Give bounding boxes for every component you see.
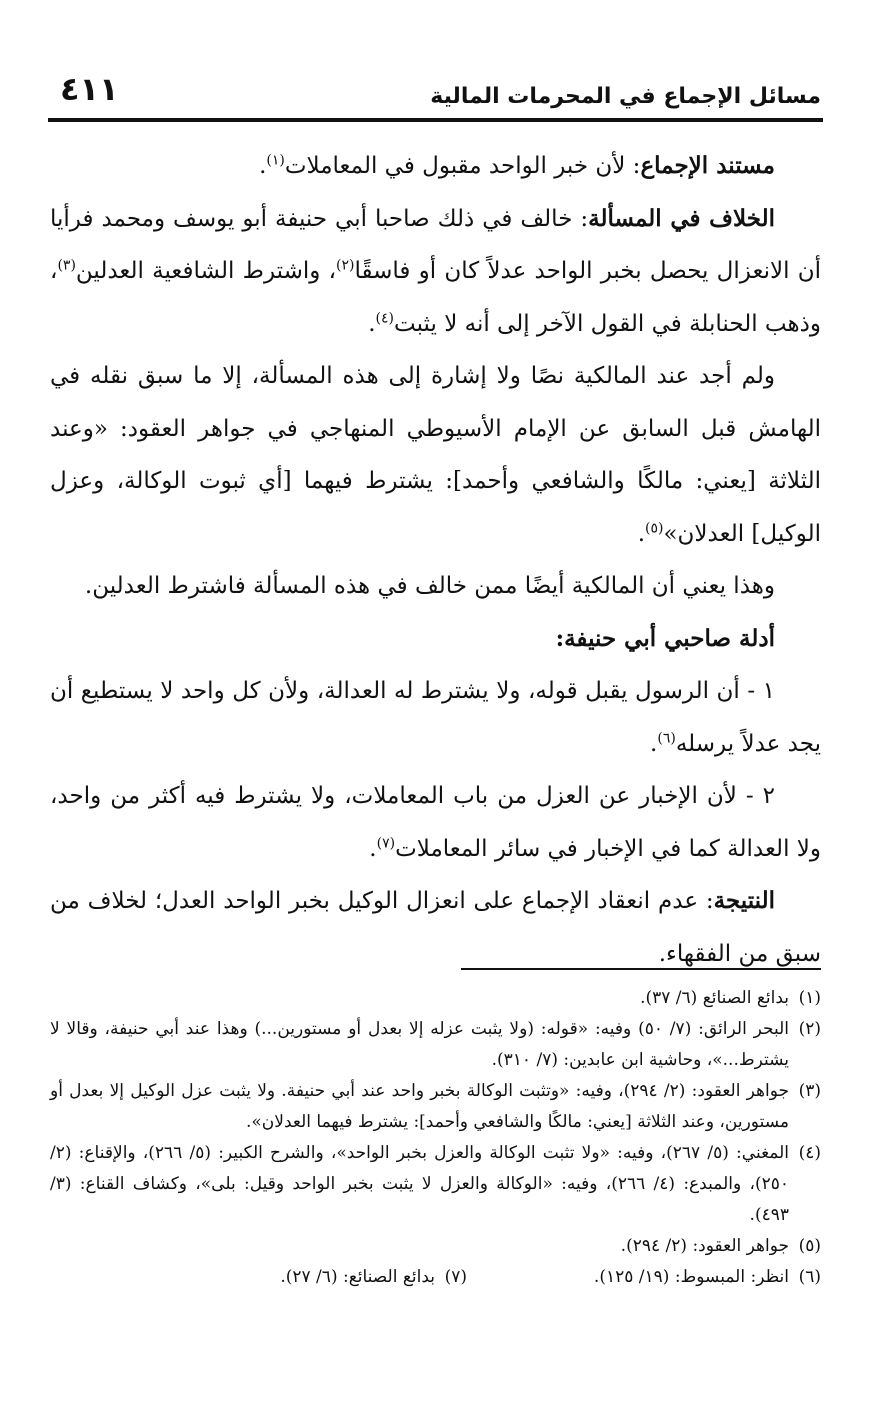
footnote-separator	[461, 968, 821, 970]
footnote-7	[113, 1262, 467, 1293]
footnote-number: (٥)	[798, 1236, 821, 1256]
footnote-ref: (٥)	[645, 519, 664, 536]
footnote-5	[50, 1231, 821, 1262]
section-heading-evidence: أدلة صاحبي أبي حنيفة:	[555, 624, 775, 652]
punctuation: .	[368, 310, 376, 337]
footnote-text: البحر الرائق: (٧/ ٥٠) وفيه: «قوله: (ولا يثبت عزله إلا بعدل أو مستورين...) وهذا عند أبي حنيفة، وقالا لا يشترط...»، وحاشية ابن عابدين: (٧/ ٣١٠).	[50, 1019, 790, 1070]
paragraph-text: ٢ - لأن الإخبار عن العزل من باب المعاملات، ولا يشترط فيه أكثر من واحد، ولا العدالة كما في الإخبار في سائر المعاملات	[50, 783, 821, 862]
footnote-number: (٧)	[444, 1267, 467, 1287]
footnote-text: بدائع الصنائع (٦/ ٣٧).	[640, 988, 789, 1008]
footnote-ref: (٤)	[375, 309, 395, 326]
punctuation: .	[369, 835, 377, 862]
paragraph-text: ١ - أن الرسول يقبل قوله، ولا يشترط له العدالة، ولأن كل واحد لا يستطيع أن يجد عدلاً يرسله	[50, 678, 821, 757]
evidence-item-2	[50, 770, 821, 875]
footnote-4	[50, 1138, 821, 1231]
footnote-ref: (٣)	[57, 257, 76, 274]
footnote-number: (٣)	[798, 1081, 821, 1101]
paragraph-text: : عدم انعقاد الإجماع على انعزال الوكيل بخبر الواحد العدل؛ لخلاف من سبق من الفقهاء.	[50, 888, 821, 967]
footnote-2	[50, 1014, 821, 1076]
footnote-3	[50, 1076, 821, 1138]
paragraph-text: ولم أجد عند المالكية نصًا ولا إشارة إلى هذه المسألة، إلا ما سبق نقله في الهامش قبل السابق عن الإمام الأسيوطي المنهاجي في جواهر العقود: «وعند الثلاثة [يعني: مالكًا والشافعي وأحمد]: يشترط فيهما [أي ثبوت الوكالة، وعزل الوكيل] العدلان»	[50, 363, 821, 547]
punctuation: .	[259, 153, 267, 179]
header-rule	[48, 118, 823, 122]
paragraph-result	[50, 875, 821, 980]
footnote-number: (٦)	[798, 1267, 821, 1287]
footnote-number: (١)	[798, 988, 821, 1008]
footnote-text: جواهر العقود: (٢/ ٢٩٤).	[620, 1236, 789, 1256]
lead-term: مستند الإجماع	[640, 152, 775, 179]
punctuation: .	[650, 730, 658, 757]
footnote-text: جواهر العقود: (٢/ ٢٩٤)، وفيه: «وتثبت الوكالة بخبر واحد عند أبي حنيفة. ولا يثبت عزل الوكيل إلا بعدل أو مستورين، وعند الثلاثة [يعني: مالكًا والشافعي وأحمد]: يشترط فيهما العدلان».	[50, 1081, 790, 1132]
footnote-6	[467, 1262, 821, 1293]
footnote-row	[50, 1262, 821, 1293]
footnote-ref: (٧)	[376, 834, 396, 851]
main-text	[50, 140, 821, 980]
footnotes	[50, 983, 821, 1293]
paragraph-text: ، واشترط الشافعية العدلين	[75, 258, 336, 284]
footnote-1	[50, 983, 821, 1014]
punctuation: .	[637, 520, 645, 547]
page-header	[48, 62, 821, 122]
running-title: مسائل الإجماع في المحرمات المالية	[430, 84, 821, 109]
paragraph-text: : خالف في ذلك صاحبا أبي حنيفة أبو يوسف ومحمد فرأيا أن الانعزال يحصل بخبر الواحد عدلاً كان أو فاسقًا	[50, 205, 821, 284]
paragraph-text: وهذا يعني أن المالكية أيضًا ممن خالف في هذه المسألة فاشترط العدلين.	[84, 573, 775, 599]
footnote-ref: (٢)	[336, 257, 355, 274]
footnote-text: انظر: المبسوط: (١٩/ ١٢٥).	[593, 1267, 789, 1287]
paragraph-ijma-basis	[50, 140, 821, 193]
page-number: ٤١١	[60, 70, 119, 108]
lead-term: الخلاف في المسألة	[588, 204, 775, 232]
paragraph-maliki	[50, 350, 821, 560]
paragraph-text: : لأن خبر الواحد مقبول في المعاملات	[284, 153, 641, 179]
footnote-text: المغني: (٥/ ٢٦٧)، وفيه: «ولا تثبت الوكالة والعزل بخبر الواحد»، والشرح الكبير: (٥/ ٢٦٦)، والإقناع: (٢/ ٢٥٠)، والمبدع: (٤/ ٢٦٦)، وفيه: «الوكالة والعزل لا يثبت بخبر الواحد وقيل: بلى»، وكشاف القناع: (٣/ ٤٩٣).	[50, 1143, 790, 1225]
paragraph-text: ، وذهب الحنابلة في القول الآخر إلى أنه لا يثبت	[50, 258, 821, 337]
paragraph-maliki-conclusion	[50, 560, 821, 613]
evidence-item-1	[50, 665, 821, 770]
footnote-number: (٤)	[798, 1143, 821, 1163]
footnote-text: بدائع الصنائع: (٦/ ٢٧).	[280, 1267, 435, 1287]
footnote-ref: (١)	[266, 152, 285, 169]
footnote-ref: (٦)	[657, 729, 676, 746]
lead-term: النتيجة	[713, 887, 775, 914]
footnote-number: (٢)	[798, 1019, 821, 1039]
paragraph-disagreement	[50, 193, 821, 351]
